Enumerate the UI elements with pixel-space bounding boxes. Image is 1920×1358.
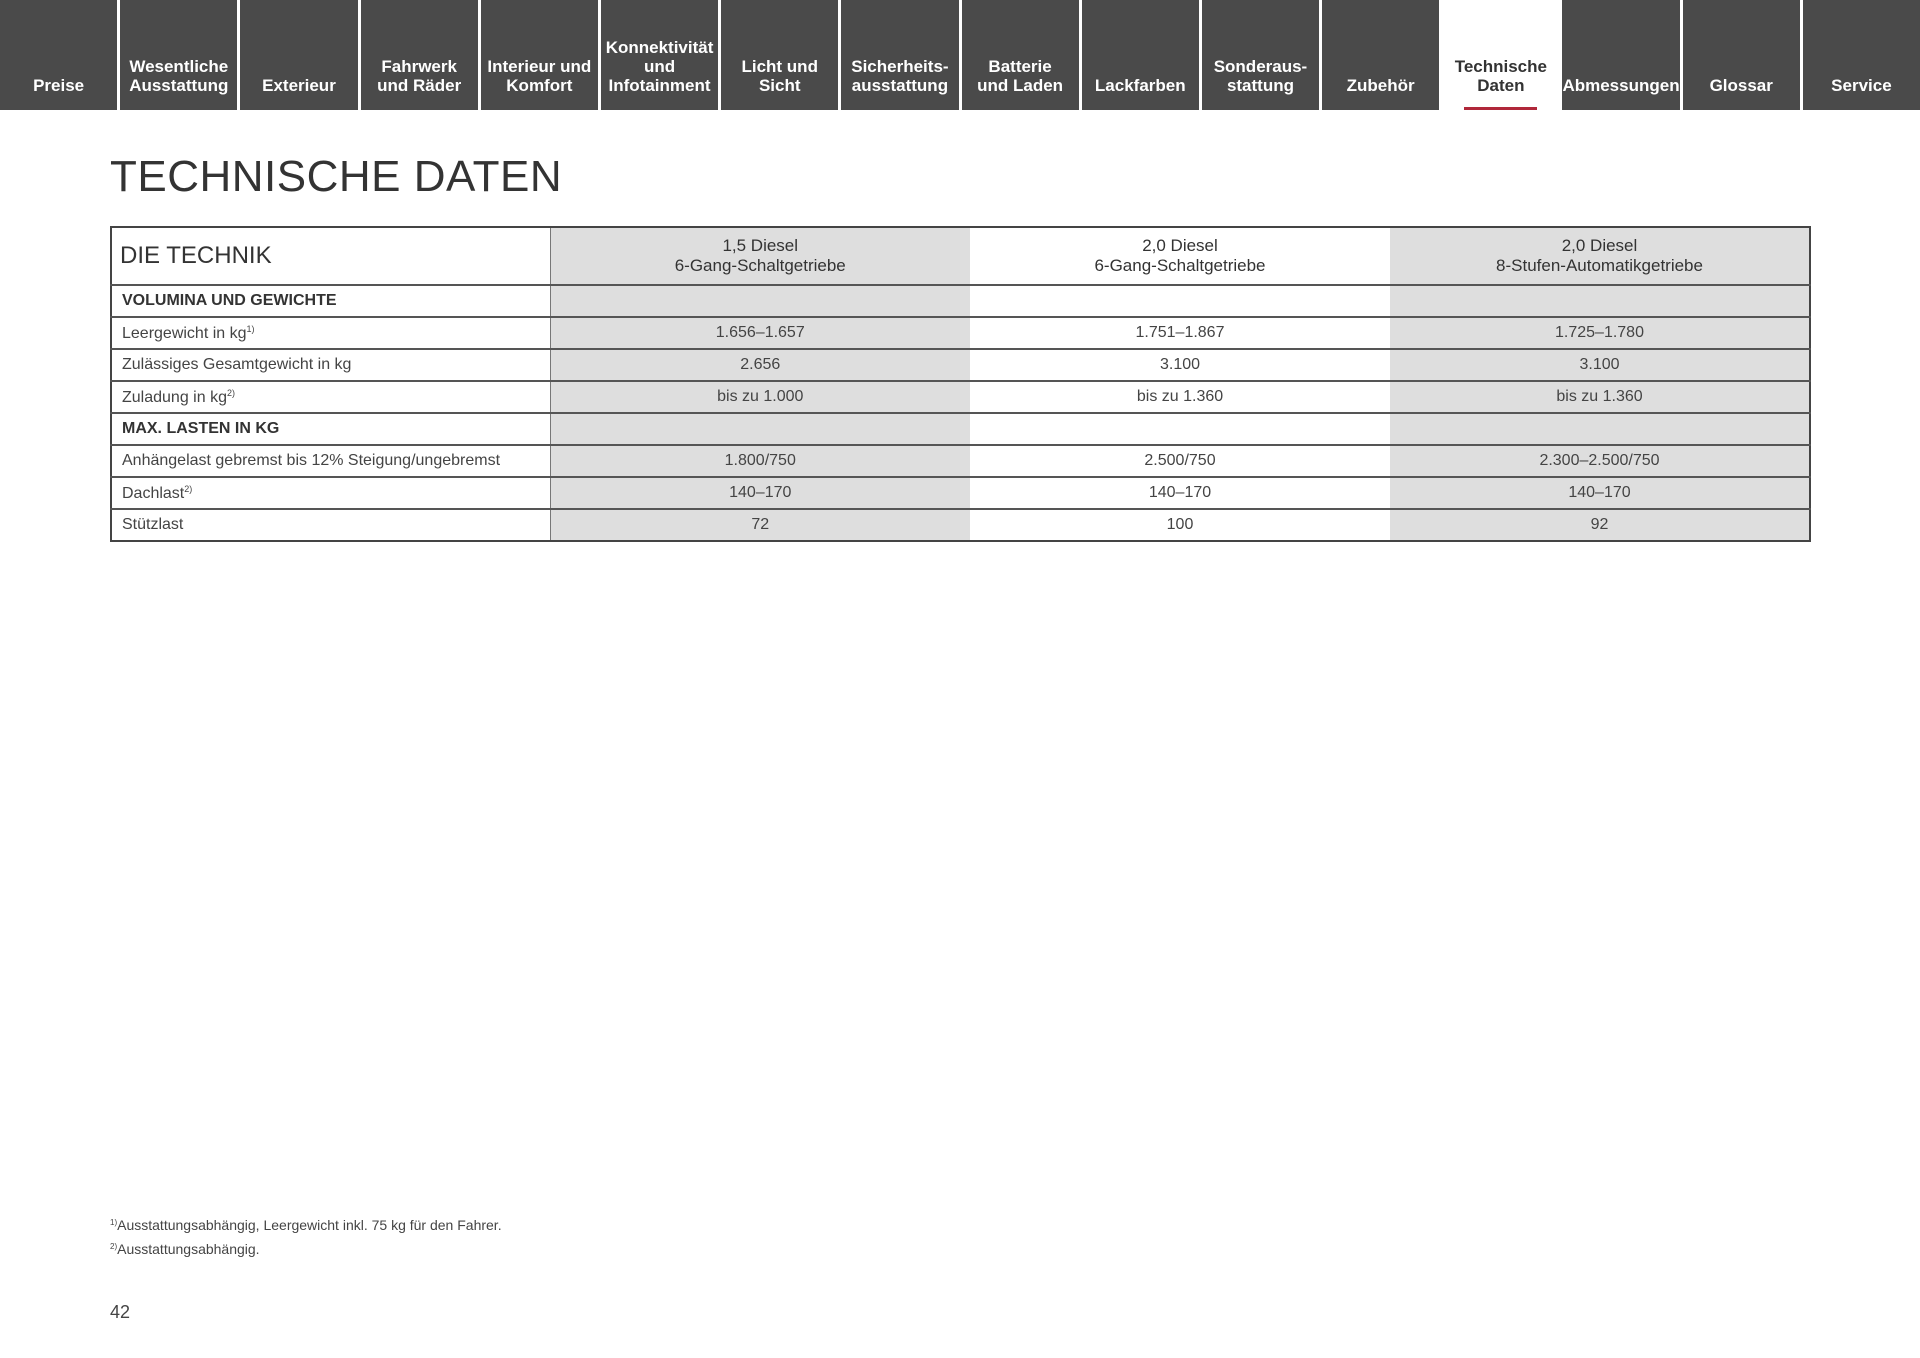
section-empty-cell bbox=[550, 285, 970, 317]
row-label: Stützlast bbox=[122, 516, 184, 533]
table-row bbox=[111, 349, 1810, 381]
row-label-cell bbox=[111, 509, 550, 541]
column-header-1: 1,5 Diesel 6-Gang-Schaltgetriebe bbox=[550, 227, 970, 285]
section-empty-cell bbox=[1390, 285, 1810, 317]
table-row bbox=[111, 381, 1810, 413]
section-row bbox=[111, 285, 1810, 317]
value-cell: 2.500/750 bbox=[970, 445, 1390, 477]
nav-tab-10[interactable] bbox=[1082, 0, 1199, 110]
nav-tab-1[interactable] bbox=[0, 0, 117, 110]
value-cell: 1.725–1.780 bbox=[1390, 317, 1810, 349]
value-cell: bis zu 1.360 bbox=[1390, 381, 1810, 413]
nav-tab-label: Batterie und Laden bbox=[977, 57, 1064, 95]
value-cell: 140–170 bbox=[550, 477, 970, 509]
nav-tab-7[interactable] bbox=[721, 0, 838, 110]
value-cell: 140–170 bbox=[970, 477, 1390, 509]
value-cell: 1.751–1.867 bbox=[970, 317, 1390, 349]
row-label-cell bbox=[111, 317, 550, 349]
technical-data-table bbox=[110, 226, 1811, 542]
nav-tab-label: Preise bbox=[33, 76, 85, 95]
table-row bbox=[111, 317, 1810, 349]
row-label-cell bbox=[111, 381, 550, 413]
section-empty-cell bbox=[1390, 413, 1810, 445]
value-cell: 1.656–1.657 bbox=[550, 317, 970, 349]
table-row bbox=[111, 509, 1810, 541]
value-cell: 100 bbox=[970, 509, 1390, 541]
footnotes bbox=[110, 1212, 502, 1260]
nav-tab-3[interactable] bbox=[240, 0, 357, 110]
footnote-2-text: Ausstattungsabhängig. bbox=[117, 1241, 260, 1257]
nav-tab-8[interactable] bbox=[841, 0, 958, 110]
nav-tab-label: Konnektivität und Infotainment bbox=[605, 38, 714, 95]
row-label: Zulässiges Gesamtgewicht in kg bbox=[122, 356, 352, 373]
row-footnote-mark: 2) bbox=[184, 483, 193, 494]
table-header-label: DIE TECHNIK bbox=[111, 227, 550, 285]
row-label: Leergewicht in kg bbox=[122, 324, 247, 342]
section-empty-cell bbox=[550, 413, 970, 445]
section-empty-cell bbox=[970, 285, 1390, 317]
section-row bbox=[111, 413, 1810, 445]
nav-tab-11[interactable] bbox=[1202, 0, 1319, 110]
nav-tab-label: Service bbox=[1831, 76, 1892, 95]
value-cell: bis zu 1.000 bbox=[550, 381, 970, 413]
nav-tab-label: Glossar bbox=[1709, 76, 1773, 95]
column-header-2: 2,0 Diesel 6-Gang-Schaltgetriebe bbox=[1094, 236, 1266, 275]
row-footnote-mark: 1) bbox=[246, 323, 255, 334]
row-label: Zuladung in kg bbox=[122, 388, 227, 406]
table-row bbox=[111, 445, 1810, 477]
nav-tab-9[interactable] bbox=[962, 0, 1079, 110]
footnote-1-text: Ausstattungsabhängig, Leergewicht inkl. 75 kg für den Fahrer. bbox=[117, 1217, 502, 1233]
nav-tab-label: Sonderaus- stattung bbox=[1213, 57, 1308, 95]
nav-tab-label: Licht und Sicht bbox=[741, 57, 818, 95]
value-cell: 140–170 bbox=[1390, 477, 1810, 509]
section-title: VOLUMINA UND GEWICHTE bbox=[111, 285, 550, 317]
row-label-cell bbox=[111, 445, 550, 477]
nav-tab-label: Sicherheits- ausstattung bbox=[851, 57, 949, 95]
nav-tab-label: Fahrwerk und Räder bbox=[377, 57, 462, 95]
row-label: Anhängelast gebremst bis 12% Steigung/ungebremst bbox=[122, 452, 501, 469]
nav-tab-2[interactable] bbox=[120, 0, 237, 110]
value-cell: 72 bbox=[550, 509, 970, 541]
footnote-2 bbox=[110, 1236, 502, 1260]
value-cell: 3.100 bbox=[970, 349, 1390, 381]
chapter-navigation bbox=[0, 0, 1920, 110]
row-label-cell bbox=[111, 477, 550, 509]
value-cell: bis zu 1.360 bbox=[970, 381, 1390, 413]
value-cell: 1.800/750 bbox=[550, 445, 970, 477]
page-number: 42 bbox=[110, 1302, 131, 1322]
section-empty-cell bbox=[970, 413, 1390, 445]
nav-tab-label: Exterieur bbox=[262, 76, 336, 95]
nav-tab-label: Zubehör bbox=[1346, 76, 1415, 95]
column-header-3: 2,0 Diesel 8-Stufen-Automatikgetriebe bbox=[1390, 227, 1810, 285]
footnote-1-mark: 1) bbox=[110, 1218, 118, 1227]
nav-tab-6[interactable] bbox=[601, 0, 718, 110]
table-body bbox=[111, 285, 1810, 541]
table-header-row bbox=[111, 227, 1810, 285]
section-title: MAX. LASTEN IN KG bbox=[111, 413, 550, 445]
nav-tab-14[interactable] bbox=[1562, 0, 1679, 110]
nav-tab-16[interactable] bbox=[1803, 0, 1920, 110]
nav-tab-label: Abmessungen bbox=[1562, 76, 1680, 95]
value-cell: 2.656 bbox=[550, 349, 970, 381]
footnote-1 bbox=[110, 1212, 502, 1236]
nav-tab-label: Technische Daten bbox=[1454, 57, 1547, 95]
table-row bbox=[111, 477, 1810, 509]
page-title: TECHNISCHE DATEN bbox=[110, 152, 563, 201]
nav-tab-5[interactable] bbox=[481, 0, 598, 110]
nav-tab-label: Wesentliche Ausstattung bbox=[129, 57, 229, 95]
value-cell: 2.300–2.500/750 bbox=[1390, 445, 1810, 477]
nav-tab-15[interactable] bbox=[1683, 0, 1800, 110]
footnote-2-mark: 2) bbox=[110, 1242, 118, 1251]
row-label-cell bbox=[111, 349, 550, 381]
nav-tab-12[interactable] bbox=[1322, 0, 1439, 110]
value-cell: 92 bbox=[1390, 509, 1810, 541]
nav-tab-13[interactable] bbox=[1442, 0, 1559, 110]
nav-tab-label: Lackfarben bbox=[1094, 76, 1186, 95]
nav-tab-4[interactable] bbox=[361, 0, 478, 110]
row-footnote-mark: 2) bbox=[226, 387, 235, 398]
nav-tab-label: Interieur und Komfort bbox=[487, 57, 592, 95]
value-cell: 3.100 bbox=[1390, 349, 1810, 381]
row-label: Dachlast bbox=[122, 484, 185, 502]
